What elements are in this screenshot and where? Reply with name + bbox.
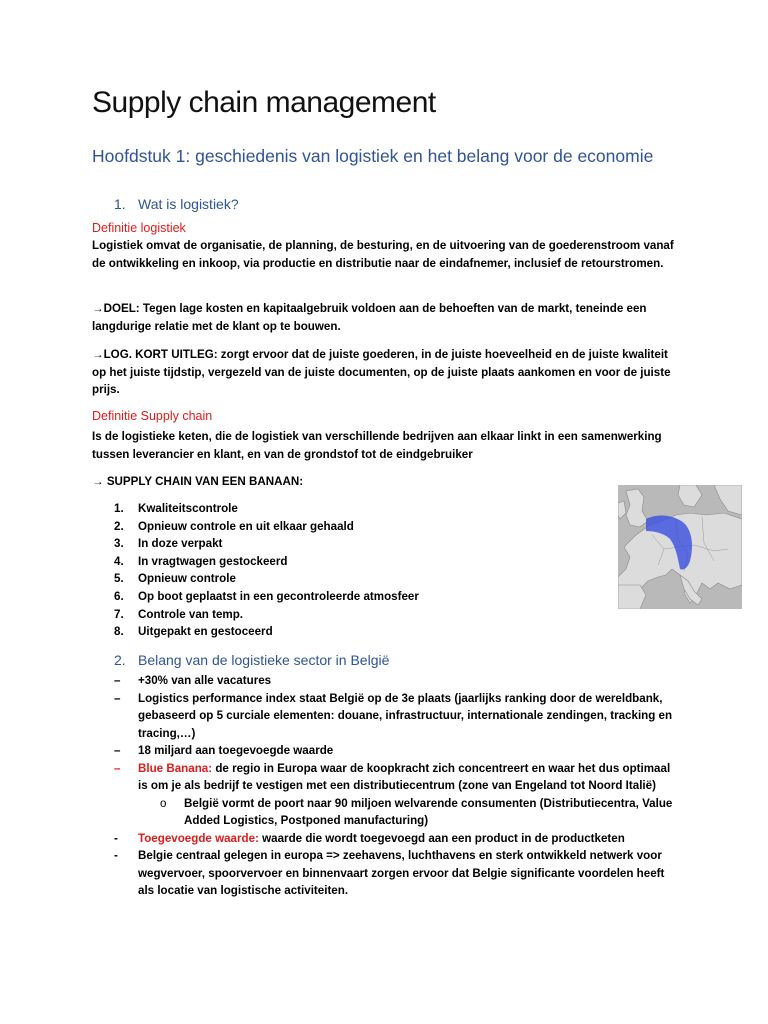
banana-heading: → SUPPLY CHAIN VAN EEN BANAAN: [92,475,304,488]
banana-steps-list [92,500,419,641]
list-item: – Logistics performance index staat België op de 3e plaats (jaarlijks ranking door de wereldbank, gebaseerd op 5 curciale elementen: douane, infrastructuur, internationale zendingen, tracking en tracing,…) [114,691,673,740]
list-item: 6. Op boot geplaatst in een gecontroleerde atmosfeer [114,589,419,603]
kort-uitleg-paragraph: →LOG. KORT UITLEG: zorgt ervoor dat de juiste goederen, in de juiste hoeveelheid en de juiste kwaliteit op het juiste tijdstip, vergezeld van de juiste documenten, op de juiste plaats aankomen en voor de juiste prijs. [92,348,671,396]
section-number: 2. [114,652,126,668]
list-item: – Blue Banana: de regio in Europa waar de koopkracht zich concentreert en waar het dus optimaal is om je als bedrijf te vestigen met een distributiecentrum (zone van Engeland tot Noord Italië) [114,761,671,792]
doel-paragraph: →DOEL: Tegen lage kosten en kapitaalgebruik voldoen aan de behoeften van de markt, teneinde een langdurige relatie met de klant op te bouwen. [92,302,647,333]
list-item: – 18 miljard aan toegevoegde waarde [114,744,334,757]
page-title: Supply chain management [92,86,436,119]
list-item: o België vormt de poort naar 90 miljoen welvarende consumenten (Distributiecentra, Value Added Logistics, Postponed manufacturing) [160,796,673,827]
blue-banana-label: Blue Banana: [138,761,213,775]
section-number: 1. [114,196,126,212]
list-item: 5. Opnieuw controle [114,572,236,586]
section-title: Wat is logistiek? [138,196,239,212]
definition-logistiek-text: Logistiek omvat de organisatie, de planning, de besturing, en de uitvoering van de goederenstroom vanaf de ontwikkeling en inkoop, via productie en distributie naar de eindafnemer, inclusief de retourstromen. [92,239,674,270]
definition-supply-chain-text: Is de logistieke keten, die de logistiek van verschillende bedrijven aan elkaar linkt in een samenwerking tussen leverancier en klant, en van de grondstof tot de eindgebruiker [92,430,662,461]
definition-logistiek-heading: Definitie logistiek [92,221,186,235]
list-item: - Toegevoegde waarde: waarde die wordt toegevoegd aan een product in de productketen [114,831,625,845]
toegevoegde-waarde-label: Toegevoegde waarde: [138,831,259,845]
definition-supply-chain-heading: Definitie Supply chain [92,409,213,423]
list-item: 4. In vragtwagen gestockeerd [114,554,288,568]
blue-banana-map-image [618,485,742,609]
list-item: 8. Uitgepakt en gestoceerd [114,625,273,639]
list-item: 3. In doze verpakt [114,537,223,551]
list-item: 2. Opnieuw controle en uit elkaar gehaald [114,519,354,533]
section-heading-2 [114,652,389,668]
list-item: 7. Controle van temp. [114,607,244,621]
europe-map-illustration [618,485,742,609]
list-item: – +30% van alle vacatures [114,674,272,687]
list-item: 1. Kwaliteitscontrole [114,502,238,515]
belang-list [92,672,682,900]
chapter-heading: Hoofdstuk 1: geschiedenis van logistiek en het belang voor de economie [92,146,654,166]
section-title: Belang van de logistieke sector in België [138,652,390,668]
section-heading-1 [114,196,239,212]
list-item: - Belgie centraal gelegen in europa => zeehavens, luchthavens en sterk ontwikkeld netwerk voor wegvervoer, spoorvervoer en binnenvaart zorgen ervoor dat Belgie significante voordelen heeft als locatie van logistische activiteiten. [114,849,665,897]
